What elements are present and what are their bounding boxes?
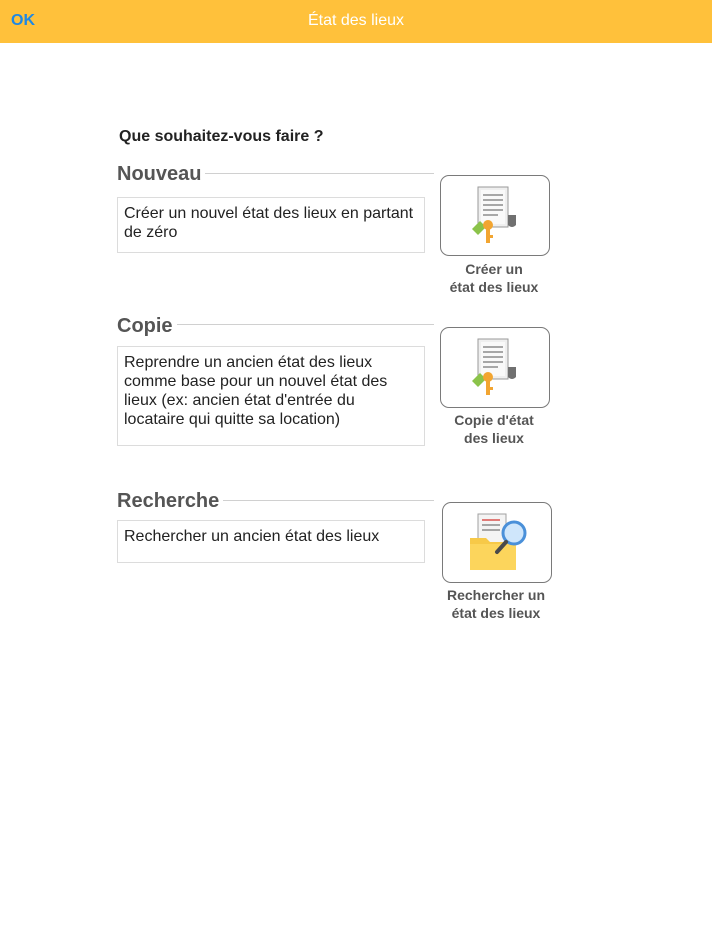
description-nouveau: Créer un nouvel état des lieux en partant de zéro	[117, 197, 425, 253]
section-heading-recherche: Recherche	[117, 490, 223, 513]
create-inventory-button[interactable]	[440, 175, 550, 256]
folder-search-icon	[470, 512, 530, 574]
section-heading-copie: Copie	[117, 315, 177, 338]
search-inventory-label: Rechercher un état des lieux	[446, 587, 546, 621]
search-inventory-button[interactable]	[442, 502, 552, 583]
document-keys-icon	[468, 185, 524, 247]
copy-inventory-button[interactable]	[440, 327, 550, 408]
description-copie: Reprendre un ancien état des lieux comme base pour un nouvel état des lieux (ex: ancien état d'entrée du locataire qui quitte sa location)	[117, 346, 425, 446]
document-keys-icon	[468, 337, 524, 399]
ok-button[interactable]: OK	[11, 12, 35, 29]
description-recherche: Rechercher un ancien état des lieux	[117, 520, 425, 563]
copy-inventory-label: Copie d'état des lieux	[454, 412, 534, 446]
page-title: État des lieux	[307, 12, 405, 29]
section-heading-nouveau: Nouveau	[117, 163, 205, 186]
create-inventory-label: Créer un état des lieux	[449, 261, 539, 295]
question-text: Que souhaitez-vous faire ?	[119, 128, 324, 145]
top-bar	[0, 0, 712, 43]
